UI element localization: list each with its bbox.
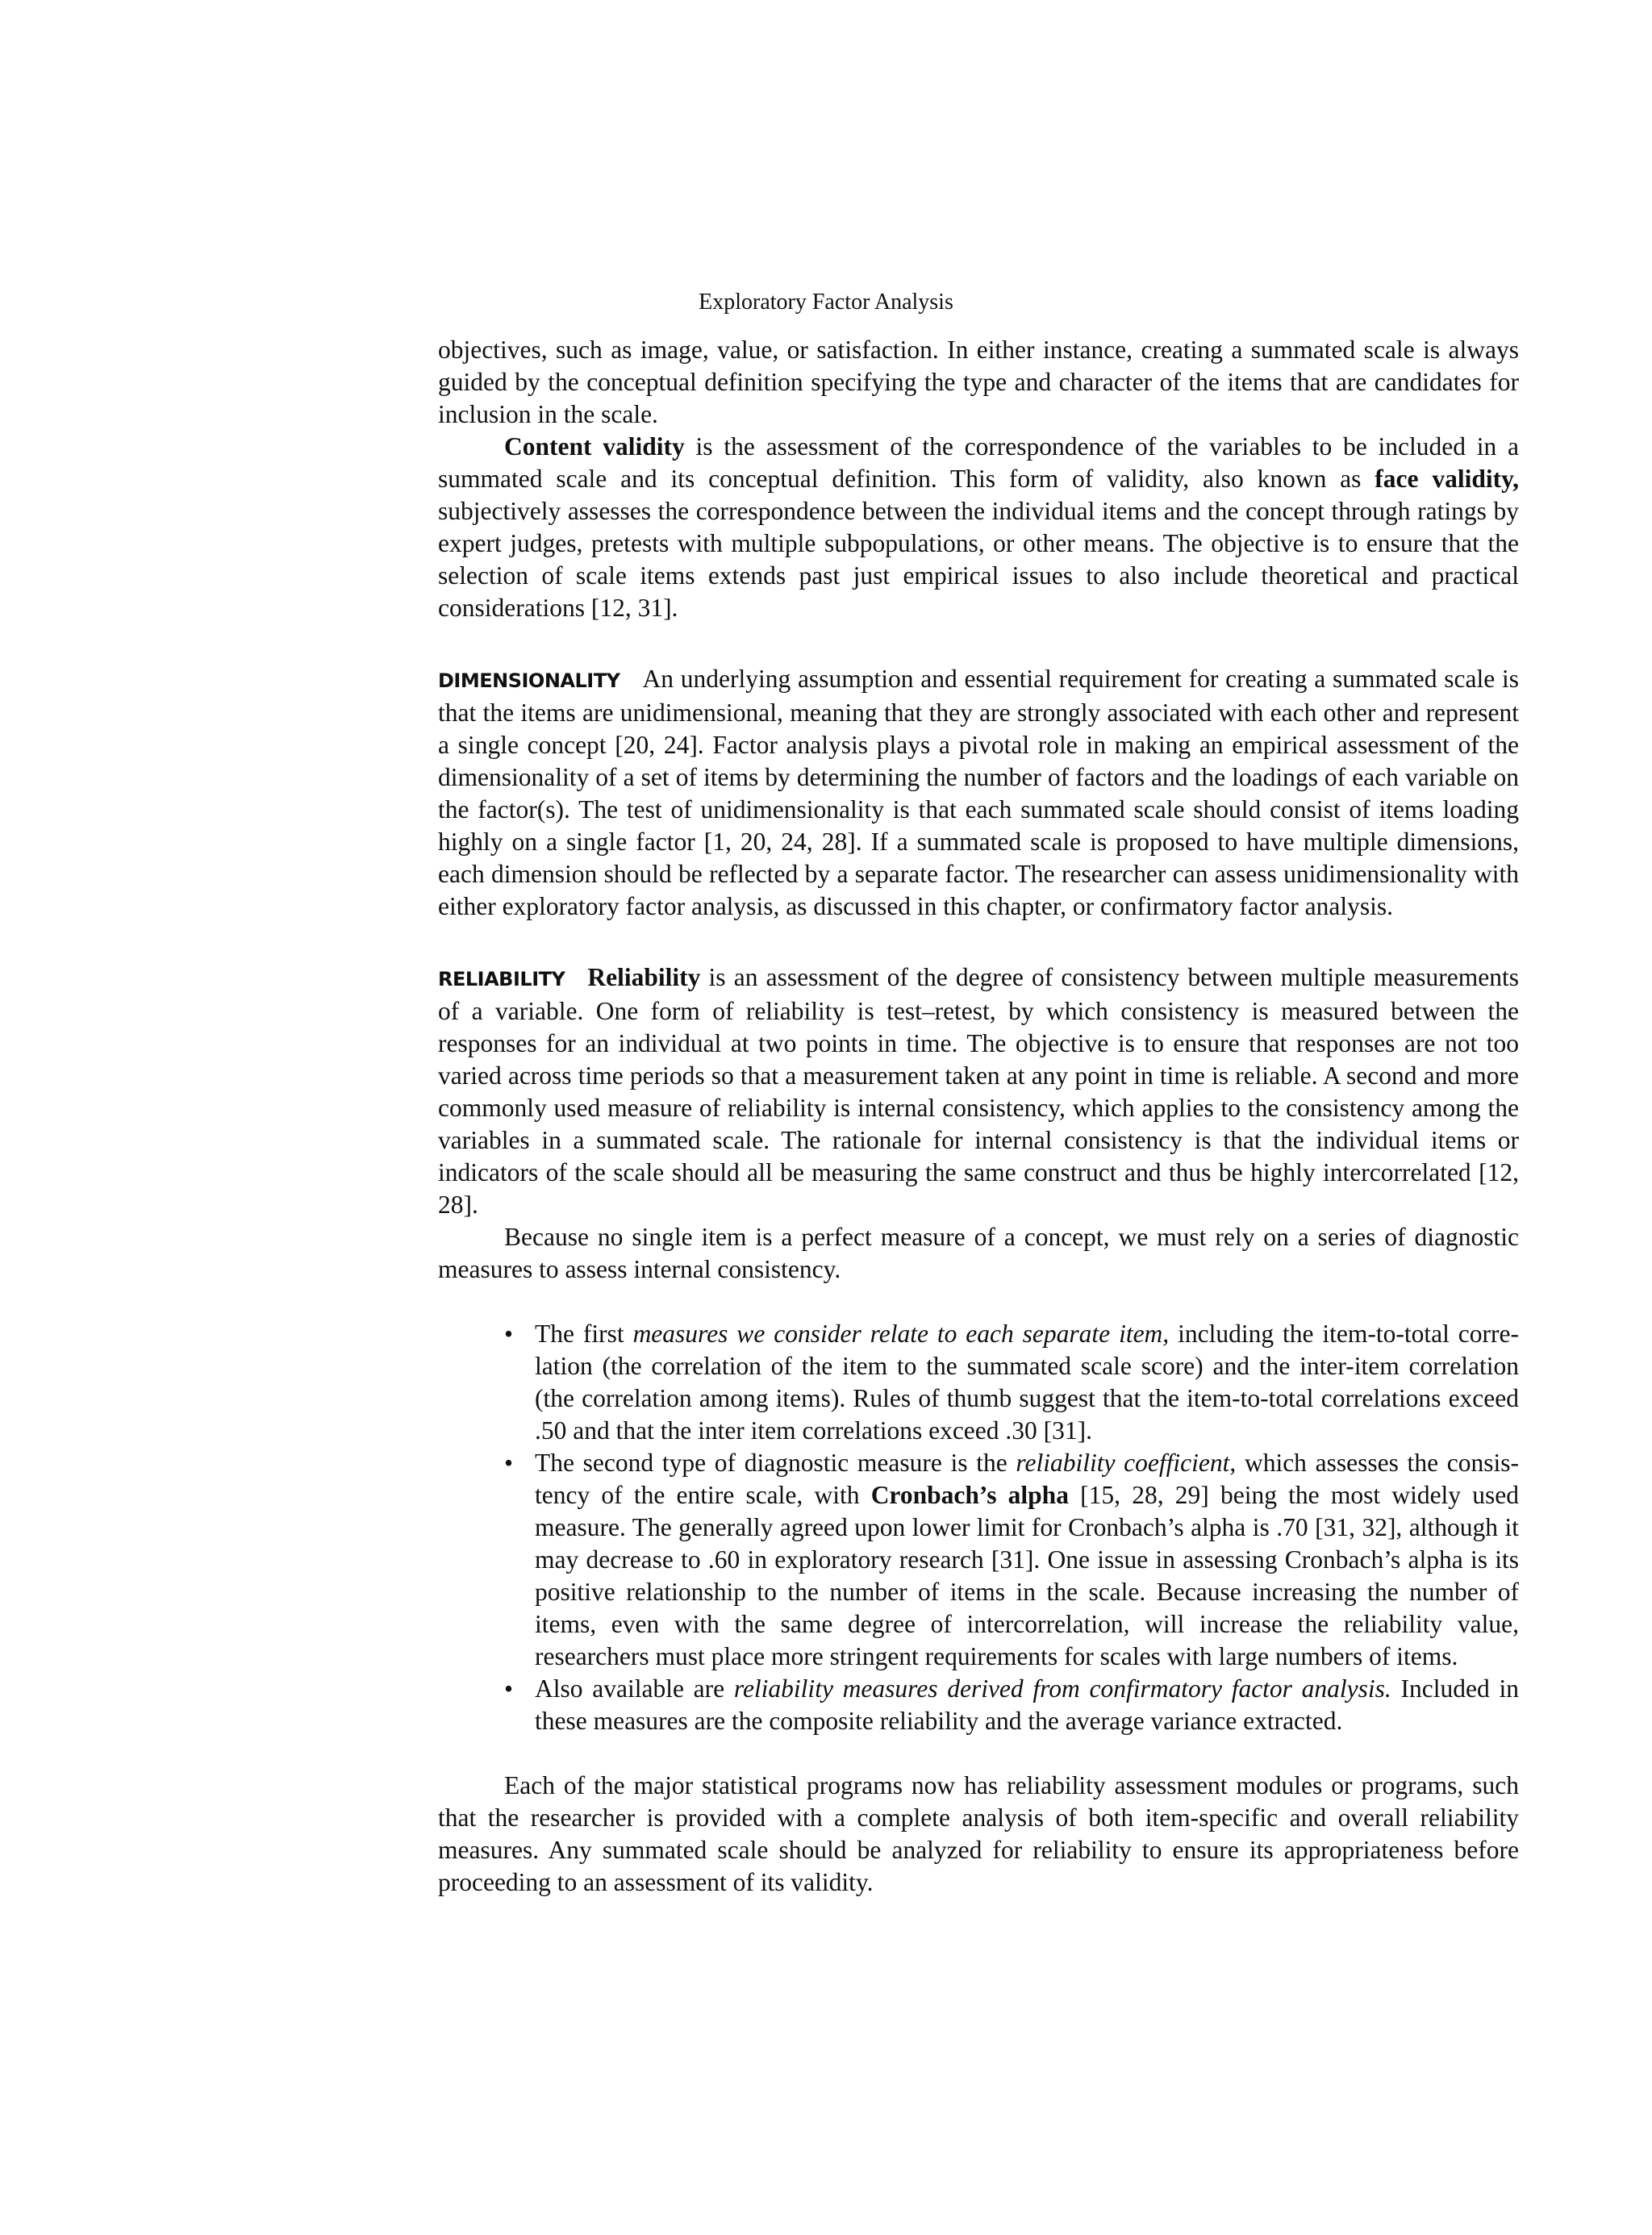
list-item-emphasis: reliability measures derived from confirmatory factor analysis. xyxy=(733,1674,1391,1703)
paragraph-dimensionality xyxy=(438,663,1519,923)
content-validity-text-1: is the assessment of the correspondence of the variables to be included in a summated scale and its conceptual definition. This form of validity, also known as xyxy=(438,432,1519,493)
paragraph-objectives: objectives, such as image, value, or satisfaction. In either instance, creating a summated scale is always guided by the conceptual definition specifying the type and character of the items that are candidates for inclusion in the scale. xyxy=(438,336,1519,428)
term-cronbachs-alpha: Cronbach’s alpha xyxy=(870,1481,1069,1509)
paragraph-diagnostic-measures: Because no single item is a perfect measure of a concept, we must rely on a series of diagnostic measures to assess internal consistency. xyxy=(438,1223,1519,1283)
list-item xyxy=(504,1447,1519,1673)
bullet-icon: • xyxy=(504,1320,514,1348)
list-item-text-pre: The second type of diagnostic measure is the xyxy=(535,1449,1016,1477)
reliability-text: is an assessment of the degree of consistency between multiple measurements of a variable. One form of reliability is test–retest, by which consistency is measured between the responses for an individual at two points in time. The objective is to ensure that responses are not too varied across time periods so that a measurement taken at any point in time is reliable. A second and more commonly used measure of reliability is internal consistency, which applies to the consistency among the variables in a summated scale. The rationale for internal consistency is that the individual items or indicators of the scale should all be measuring the same construct and thus be highly intercorrelated [12, 28]. xyxy=(438,963,1519,1219)
paragraph-content-validity xyxy=(438,431,1519,624)
dimensionality-text: An underlying assumption and essential requirement for creating a summated scale is that the items are unidimensional, meaning that they are strongly associated with each other and represent a single concept [20, 24]. Factor analysis plays a pivotal role in making an empirical assessment of the dimensionality of a set of items by determining the number of factors and the loadings of each variable on the factor(s). The test of unidimensionality is that each summated scale should consist of items loading highly on a single factor [1, 20, 24, 28]. If a summated scale is proposed to have multiple dimensions, each dimension should be reflected by a separate factor. The researcher can assess unidimensionality with either exploratory factor analysis, as discussed in this chapter, or confirmatory factor analysis. xyxy=(438,665,1519,920)
list-item-text-mid: , which assesses the consistency of the entire scale, with xyxy=(535,1449,1519,1509)
run-in-head-dimensionality: DIMENSIONALITY xyxy=(438,669,620,692)
paragraph-reliability xyxy=(438,961,1519,1221)
list-item-text-post: Included in these measures are the composite reliability and the average variance extracted. xyxy=(535,1674,1519,1735)
bullet-icon: • xyxy=(504,1449,514,1477)
term-content-validity: Content validity xyxy=(504,432,685,461)
term-reliability: Reliability xyxy=(587,963,701,991)
bullet-icon: • xyxy=(504,1674,514,1703)
running-head: Exploratory Factor Analysis xyxy=(699,290,953,315)
body-text xyxy=(438,334,1519,1899)
paragraph-statistical-programs: Each of the major statistical programs now has reliability assessment modules or programs, such that the researcher is provided with a complete analysis of both item-specific and overall reliability measures. Any summated scale should be analyzed for reliability to ensure its appropriateness before proceeding to an assessment of its validity. xyxy=(438,1771,1519,1896)
list-item-emphasis: measures we consider relate to each separate item, xyxy=(632,1320,1170,1348)
term-face-validity: face validity, xyxy=(1375,465,1520,493)
bullet-list xyxy=(438,1318,1519,1737)
list-item xyxy=(504,1318,1519,1447)
list-item-emphasis: reliability coefficient xyxy=(1016,1449,1230,1477)
list-item-text-pre: Also available are xyxy=(535,1674,734,1703)
list-item-text-post: [15, 28, 29] being the most widely used measure. The generally agreed upon lower limit for Cronbach’s alpha is .70 [31, 32], although it may decrease to .60 in exploratory research [31]. One issue in assessing Cronbach’s alpha is its positive relationship to the number of items in the scale. Because increasing the number of items, even with the same degree of intercorrelation, will increase the reliability value, researchers must place more stringent requirements for scales with large numbers of items. xyxy=(535,1481,1519,1670)
list-item xyxy=(504,1673,1519,1737)
content-validity-text-2: subjectively assesses the correspondence between the individual items and the concept through ratings by expert judges, pretests with multiple subpopulations, or other means. The objective is to ensure that the selection of scale items extends past just empirical issues to also include theoretical and practical considerations [12, 31]. xyxy=(438,497,1519,622)
list-item-text-post: including the item-to-total correlation (the correlation of the item to the summated scale score) and the inter-item correlation (the correlation among items). Rules of thumb suggest that the item-to-total correlations exceed .50 and that the inter item correlations exceed .30 [31]. xyxy=(535,1320,1519,1445)
list-item-text-pre: The first xyxy=(535,1320,633,1348)
run-in-head-reliability: RELIABILITY xyxy=(438,968,565,990)
